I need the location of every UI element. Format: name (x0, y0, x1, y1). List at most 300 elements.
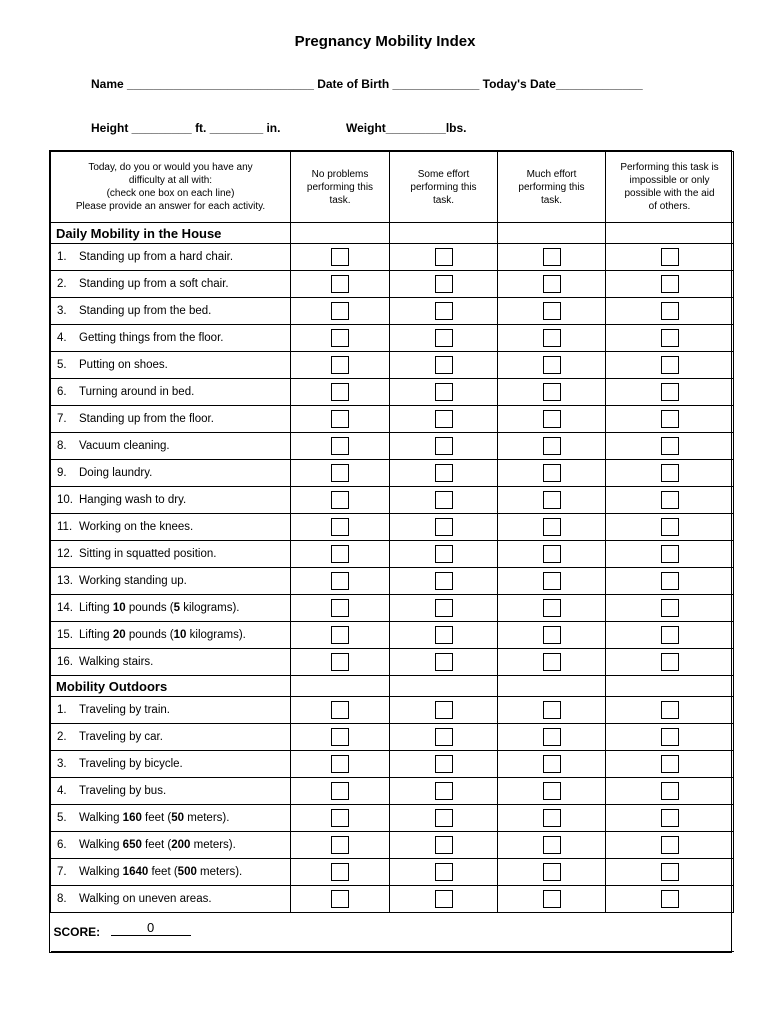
rating-checkbox[interactable] (435, 464, 453, 482)
rating-checkbox[interactable] (435, 248, 453, 266)
checkbox-cell (390, 622, 498, 649)
header-line: performing this (306, 181, 374, 193)
activity-text: Walking stairs. (79, 656, 154, 668)
rating-checkbox[interactable] (543, 701, 561, 719)
rating-checkbox[interactable] (435, 626, 453, 644)
table-row (51, 724, 734, 751)
activity-text: Standing up from a hard chair. (79, 251, 234, 263)
activity-cell (51, 460, 291, 487)
header-line: possible with the aid (624, 188, 715, 199)
rating-checkbox[interactable] (661, 836, 679, 854)
table-row (51, 487, 734, 514)
checkbox-cell (390, 568, 498, 595)
table-row (51, 352, 734, 379)
rating-checkbox[interactable] (435, 809, 453, 827)
activity-number: 3. (57, 758, 67, 770)
activity-text: Doing laundry. (79, 467, 153, 479)
table-row (51, 805, 734, 832)
checkbox-cell (291, 649, 390, 676)
checkbox-cell (390, 244, 498, 271)
rating-checkbox[interactable] (331, 410, 349, 428)
activity-cell (51, 622, 291, 649)
table-row (51, 541, 734, 568)
checkbox-cell (291, 298, 390, 325)
checkbox-cell (498, 697, 606, 724)
checkbox-cell (390, 433, 498, 460)
rating-checkbox[interactable] (661, 248, 679, 266)
checkbox-cell (606, 622, 734, 649)
checkbox-cell (291, 433, 390, 460)
checkbox-cell (291, 514, 390, 541)
rating-checkbox[interactable] (661, 356, 679, 374)
rating-checkbox[interactable] (543, 653, 561, 671)
table-row (51, 595, 734, 622)
checkbox-cell (291, 460, 390, 487)
rating-checkbox[interactable] (543, 248, 561, 266)
checkbox-cell (291, 805, 390, 832)
rating-checkbox[interactable] (661, 410, 679, 428)
checkbox-cell (390, 859, 498, 886)
checkbox-cell (291, 622, 390, 649)
checkbox-cell (390, 325, 498, 352)
rating-checkbox[interactable] (661, 275, 679, 293)
question-header-line: difficulty at all with: (128, 175, 213, 186)
rating-checkbox[interactable] (661, 491, 679, 509)
checkbox-cell (606, 751, 734, 778)
rating-checkbox[interactable] (435, 755, 453, 773)
rating-checkbox[interactable] (331, 809, 349, 827)
table-row (51, 325, 734, 352)
rating-checkbox[interactable] (435, 302, 453, 320)
name-dob-date-line[interactable]: Name ____________________________ Date of Birth _____________ Today's Date_____________ (91, 77, 643, 91)
rating-checkbox[interactable] (661, 302, 679, 320)
rating-checkbox[interactable] (661, 329, 679, 347)
table-row (51, 832, 734, 859)
checkbox-cell (498, 244, 606, 271)
activity-text: Walking 1640 feet (500 meters). (79, 866, 243, 878)
activity-number: 4. (57, 785, 67, 797)
rating-checkbox[interactable] (435, 518, 453, 536)
rating-checkbox[interactable] (435, 383, 453, 401)
rating-checkbox[interactable] (543, 599, 561, 617)
rating-checkbox[interactable] (543, 329, 561, 347)
activity-number: 8. (57, 893, 67, 905)
checkbox-cell (498, 751, 606, 778)
rating-checkbox[interactable] (435, 572, 453, 590)
checkbox-cell (498, 886, 606, 913)
checkbox-cell (606, 859, 734, 886)
rating-checkbox[interactable] (331, 653, 349, 671)
table-row (51, 460, 734, 487)
checkbox-cell (390, 541, 498, 568)
rating-checkbox[interactable] (331, 275, 349, 293)
checkbox-cell (291, 778, 390, 805)
score-value[interactable]: 0 (111, 920, 191, 936)
activity-text: Traveling by bicycle. (79, 758, 183, 770)
checkbox-cell (390, 724, 498, 751)
section-row (51, 676, 734, 697)
activity-cell (51, 859, 291, 886)
rating-checkbox[interactable] (543, 572, 561, 590)
checkbox-cell (390, 379, 498, 406)
rating-checkbox[interactable] (661, 755, 679, 773)
section-empty-cell (606, 223, 734, 244)
checkbox-cell (606, 514, 734, 541)
rating-checkbox[interactable] (331, 599, 349, 617)
activity-text: Hanging wash to dry. (79, 494, 187, 506)
rating-checkbox[interactable] (435, 437, 453, 455)
rating-checkbox[interactable] (543, 809, 561, 827)
activity-cell (51, 568, 291, 595)
rating-checkbox[interactable] (661, 626, 679, 644)
checkbox-cell (291, 697, 390, 724)
question-header-line: Please provide an answer for each activity. (75, 201, 266, 212)
checkbox-cell (390, 352, 498, 379)
header-impossible (606, 152, 734, 223)
activity-number: 4. (57, 332, 67, 344)
rating-checkbox[interactable] (435, 653, 453, 671)
section-empty-cell (498, 676, 606, 697)
activity-number: 1. (57, 704, 67, 716)
activity-text: Lifting 10 pounds (5 kilograms). (79, 602, 240, 614)
activity-text: Walking on uneven areas. (79, 893, 212, 905)
activity-number: 5. (57, 812, 67, 824)
checkbox-cell (291, 751, 390, 778)
checkbox-cell (498, 595, 606, 622)
table-row (51, 379, 734, 406)
checkbox-cell (606, 697, 734, 724)
activity-number: 1. (57, 251, 67, 263)
rating-checkbox[interactable] (331, 836, 349, 854)
rating-checkbox[interactable] (331, 302, 349, 320)
rating-checkbox[interactable] (435, 890, 453, 908)
checkbox-cell (390, 697, 498, 724)
table-row (51, 859, 734, 886)
activity-number: 5. (57, 359, 67, 371)
checkbox-cell (606, 433, 734, 460)
checkbox-cell (390, 271, 498, 298)
rating-checkbox[interactable] (331, 356, 349, 374)
checkbox-cell (498, 724, 606, 751)
rating-checkbox[interactable] (661, 701, 679, 719)
activity-number: 13. (57, 575, 73, 587)
rating-checkbox[interactable] (331, 626, 349, 644)
rating-checkbox[interactable] (331, 755, 349, 773)
header-line: Much effort (526, 168, 577, 180)
rating-checkbox[interactable] (543, 545, 561, 563)
table-row (51, 778, 734, 805)
checkbox-cell (291, 832, 390, 859)
table-row (51, 649, 734, 676)
rating-checkbox[interactable] (661, 437, 679, 455)
activity-number: 6. (57, 839, 67, 851)
table-row (51, 298, 734, 325)
activity-text: Putting on shoes. (79, 359, 168, 371)
rating-checkbox[interactable] (543, 491, 561, 509)
question-header-line: Today, do you or would you have any (88, 162, 253, 173)
checkbox-cell (291, 325, 390, 352)
rating-checkbox[interactable] (543, 437, 561, 455)
rating-checkbox[interactable] (331, 491, 349, 509)
activity-cell (51, 886, 291, 913)
checkbox-cell (291, 568, 390, 595)
weight-field[interactable]: Weight_________lbs. (346, 121, 467, 135)
checkbox-cell (498, 622, 606, 649)
activity-number: 14. (57, 602, 73, 614)
header-line: Performing this task is (620, 162, 719, 173)
rating-checkbox[interactable] (435, 701, 453, 719)
rating-checkbox[interactable] (435, 356, 453, 374)
checkbox-cell (606, 724, 734, 751)
rating-checkbox[interactable] (331, 464, 349, 482)
activity-cell (51, 724, 291, 751)
activity-cell (51, 433, 291, 460)
activity-text: Working on the knees. (79, 521, 194, 533)
section-title: Daily Mobility in the House (51, 223, 291, 244)
form-title: Pregnancy Mobility Index (294, 33, 476, 50)
header-no-problems (291, 152, 390, 223)
activity-number: 8. (57, 440, 67, 452)
rating-checkbox[interactable] (543, 890, 561, 908)
activity-cell (51, 595, 291, 622)
section-title: Mobility Outdoors (51, 676, 291, 697)
rating-checkbox[interactable] (331, 383, 349, 401)
header-line: impossible or only (629, 175, 710, 186)
rating-checkbox[interactable] (661, 572, 679, 590)
activity-number: 6. (57, 386, 67, 398)
activity-cell (51, 697, 291, 724)
checkbox-cell (291, 886, 390, 913)
activity-cell (51, 541, 291, 568)
checkbox-cell (498, 487, 606, 514)
checkbox-cell (291, 244, 390, 271)
checkbox-cell (498, 298, 606, 325)
checkbox-cell (390, 595, 498, 622)
header-line: performing this (410, 181, 477, 193)
rating-checkbox[interactable] (435, 410, 453, 428)
activity-cell (51, 751, 291, 778)
table-row (51, 271, 734, 298)
checkbox-cell (390, 406, 498, 433)
rating-checkbox[interactable] (331, 248, 349, 266)
section-empty-cell (291, 223, 390, 244)
checkbox-cell (498, 859, 606, 886)
rating-checkbox[interactable] (435, 545, 453, 563)
activity-number: 15. (57, 629, 73, 641)
activity-text: Traveling by car. (79, 731, 163, 743)
checkbox-cell (606, 271, 734, 298)
activity-text: Vacuum cleaning. (79, 440, 170, 452)
activity-number: 2. (57, 278, 67, 290)
height-field[interactable]: Height _________ ft. ________ in. (91, 121, 281, 135)
activity-number: 10. (57, 494, 73, 506)
section-empty-cell (606, 676, 734, 697)
score-cell (51, 913, 734, 952)
checkbox-cell (390, 778, 498, 805)
activity-text: Getting things from the floor. (79, 332, 224, 344)
rating-checkbox[interactable] (661, 782, 679, 800)
activity-number: 9. (57, 467, 67, 479)
rating-checkbox[interactable] (543, 863, 561, 881)
rating-checkbox[interactable] (661, 653, 679, 671)
table-row (51, 751, 734, 778)
activity-cell (51, 649, 291, 676)
question-header-line: (check one box on each line) (106, 188, 235, 199)
header-line: Some effort (417, 168, 470, 180)
activity-text: Lifting 20 pounds (10 kilograms). (79, 629, 246, 641)
checkbox-cell (606, 406, 734, 433)
table-row (51, 886, 734, 913)
section-empty-cell (390, 676, 498, 697)
question-header (51, 152, 291, 223)
rating-checkbox[interactable] (543, 626, 561, 644)
activity-number: 12. (57, 548, 73, 560)
activity-cell (51, 487, 291, 514)
checkbox-cell (390, 751, 498, 778)
header-line: task. (540, 194, 563, 206)
checkbox-cell (498, 433, 606, 460)
checkbox-cell (291, 406, 390, 433)
rating-checkbox[interactable] (435, 728, 453, 746)
table-row (51, 622, 734, 649)
rating-checkbox[interactable] (543, 518, 561, 536)
activity-text: Standing up from the floor. (79, 413, 214, 425)
table-row (51, 568, 734, 595)
checkbox-cell (606, 541, 734, 568)
rating-checkbox[interactable] (435, 836, 453, 854)
checkbox-cell (606, 595, 734, 622)
section-row (51, 223, 734, 244)
rating-checkbox[interactable] (331, 701, 349, 719)
checkbox-cell (390, 487, 498, 514)
header-line: performing this (518, 181, 585, 193)
activity-cell (51, 805, 291, 832)
rating-checkbox[interactable] (543, 383, 561, 401)
table-row (51, 433, 734, 460)
rating-checkbox[interactable] (435, 782, 453, 800)
activity-number: 7. (57, 866, 67, 878)
checkbox-cell (291, 724, 390, 751)
activity-number: 3. (57, 305, 67, 317)
header-much-effort (498, 152, 606, 223)
mobility-form-table (49, 150, 732, 953)
checkbox-cell (291, 595, 390, 622)
checkbox-cell (498, 805, 606, 832)
rating-checkbox[interactable] (543, 464, 561, 482)
activity-number: 11. (57, 521, 73, 533)
checkbox-cell (498, 832, 606, 859)
rating-checkbox[interactable] (661, 383, 679, 401)
rating-checkbox[interactable] (661, 890, 679, 908)
rating-checkbox[interactable] (435, 275, 453, 293)
checkbox-cell (291, 379, 390, 406)
header-line: No problems (311, 168, 369, 180)
table-row (51, 514, 734, 541)
rating-checkbox[interactable] (661, 464, 679, 482)
checkbox-cell (498, 778, 606, 805)
rating-checkbox[interactable] (661, 809, 679, 827)
activity-cell (51, 778, 291, 805)
checkbox-cell (291, 487, 390, 514)
header-some-effort (390, 152, 498, 223)
rating-checkbox[interactable] (331, 518, 349, 536)
rating-checkbox[interactable] (435, 329, 453, 347)
rating-checkbox[interactable] (661, 863, 679, 881)
rating-checkbox[interactable] (543, 302, 561, 320)
rating-checkbox[interactable] (331, 863, 349, 881)
checkbox-cell (606, 379, 734, 406)
rating-checkbox[interactable] (331, 782, 349, 800)
activity-text: Turning around in bed. (79, 386, 195, 398)
rating-checkbox[interactable] (331, 728, 349, 746)
rating-checkbox[interactable] (661, 545, 679, 563)
checkbox-cell (390, 886, 498, 913)
activity-number: 16. (57, 656, 73, 668)
activity-number: 7. (57, 413, 67, 425)
rating-checkbox[interactable] (543, 356, 561, 374)
rating-checkbox[interactable] (331, 437, 349, 455)
activity-number: 2. (57, 731, 67, 743)
rating-checkbox[interactable] (435, 599, 453, 617)
form-body (51, 223, 734, 913)
checkbox-cell (606, 244, 734, 271)
rating-checkbox[interactable] (435, 863, 453, 881)
header-line: task. (432, 194, 455, 206)
rating-checkbox[interactable] (543, 782, 561, 800)
checkbox-cell (498, 568, 606, 595)
activity-text: Sitting in squatted position. (79, 548, 217, 560)
table-row (51, 406, 734, 433)
table-row (51, 244, 734, 271)
checkbox-cell (291, 352, 390, 379)
checkbox-cell (606, 298, 734, 325)
checkbox-cell (498, 541, 606, 568)
checkbox-cell (606, 568, 734, 595)
rating-checkbox[interactable] (543, 728, 561, 746)
rating-checkbox[interactable] (435, 491, 453, 509)
rating-checkbox[interactable] (543, 275, 561, 293)
header-line: of others. (648, 201, 691, 212)
rating-checkbox[interactable] (331, 545, 349, 563)
rating-checkbox[interactable] (661, 599, 679, 617)
activity-text: Walking 160 feet (50 meters). (79, 812, 230, 824)
section-empty-cell (291, 676, 390, 697)
rating-checkbox[interactable] (543, 836, 561, 854)
checkbox-cell (498, 271, 606, 298)
score-label: SCORE: (53, 925, 101, 939)
activity-cell (51, 325, 291, 352)
rating-checkbox[interactable] (661, 728, 679, 746)
rating-checkbox[interactable] (331, 572, 349, 590)
checkbox-cell (606, 325, 734, 352)
activity-cell (51, 406, 291, 433)
rating-checkbox[interactable] (543, 755, 561, 773)
checkbox-cell (606, 832, 734, 859)
header-line: task. (329, 194, 351, 206)
rating-checkbox[interactable] (543, 410, 561, 428)
checkbox-cell (606, 460, 734, 487)
table-row (51, 697, 734, 724)
checkbox-cell (606, 886, 734, 913)
section-empty-cell (498, 223, 606, 244)
checkbox-cell (606, 778, 734, 805)
checkbox-cell (606, 805, 734, 832)
rating-checkbox[interactable] (661, 518, 679, 536)
checkbox-cell (606, 487, 734, 514)
rating-checkbox[interactable] (331, 329, 349, 347)
rating-checkbox[interactable] (331, 890, 349, 908)
activity-text: Walking 650 feet (200 meters). (79, 839, 236, 851)
